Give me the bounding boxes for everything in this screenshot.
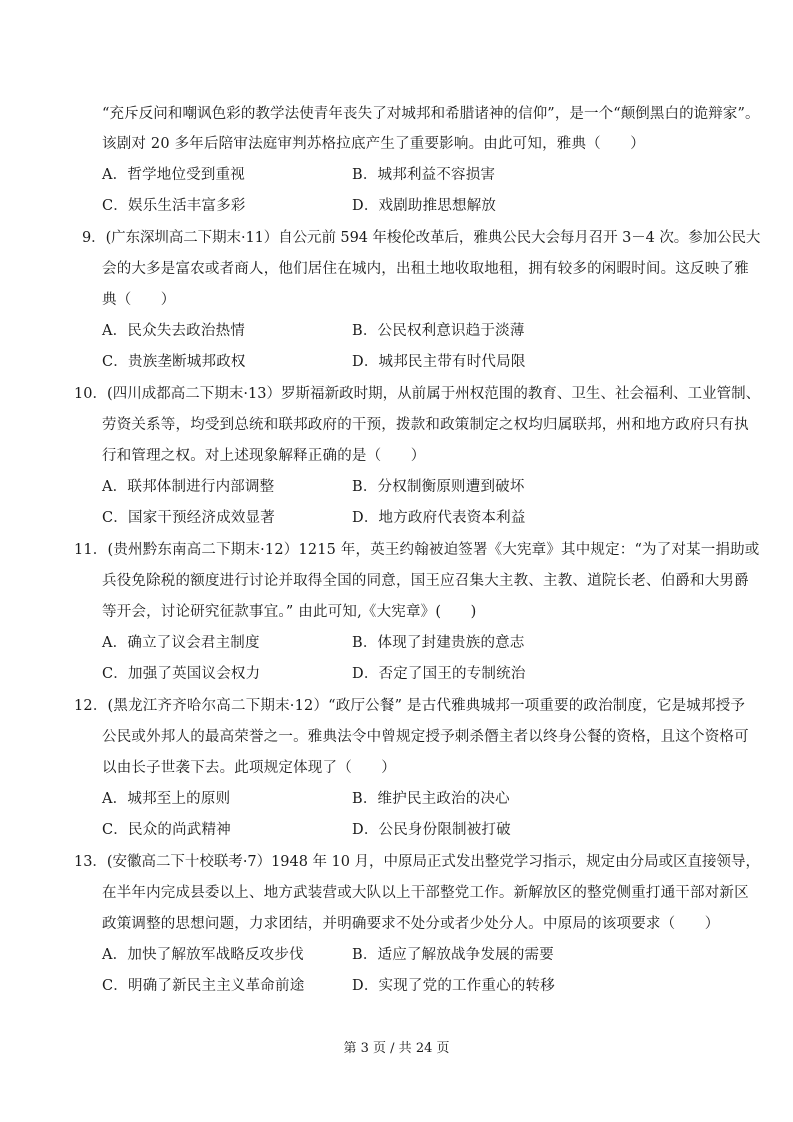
q9-stem-line-1: 9．(广东深圳高二下期末·11）自公元前 594 年梭伦改革后，雅典公民大会每月召开 3－4 次。参加公民大 (82, 230, 761, 246)
q11-option-b: B．体现了封建贵族的意志 (352, 635, 525, 651)
q9-option-a: A．民众失去政治热情 (102, 323, 245, 339)
q12-stem-line-2: 公民或外邦人的最高荣誉之一。雅典法令中曾规定授予刺杀僭主者以终身公餐的资格，且这个资格可 (102, 729, 749, 745)
q9-option-d: D．城邦民主带有时代局限 (352, 354, 526, 370)
q8-option-a: A．哲学地位受到重视 (102, 167, 245, 183)
q12-option-b: B．维护民主政治的决心 (352, 791, 510, 807)
q13-option-c: C．明确了新民主主义革命前途 (102, 978, 305, 994)
q13-stem-line-3: 政策调整的思想问题，力求团结，并明确要求不处分或者少处分人。中原局的该项要求（ ） (102, 916, 720, 932)
q12-stem-line-1: 12．(黑龙江齐齐哈尔高二下期末·12）“政厅公餐” 是古代雅典城邦一项重要的政治制度，它是城邦授予 (74, 698, 746, 714)
q11-stem-line-2: 兵役免除税的额度进行讨论并取得全国的同意，国王应召集大主教、主教、道院长老、伯爵和大男爵 (102, 573, 749, 589)
page-number-footer: 第 3 页 / 共 24 页 (343, 1041, 450, 1056)
q8-stem-line-1: “充斥反问和嘲讽色彩的教学法使青年丧失了对城邦和希腊诸神的信仰”，是一个“颠倒黑白的诡辩家”。 (102, 106, 760, 122)
q13-option-d: D．实现了党的工作重心的转移 (352, 978, 555, 994)
q11-option-d: D．否定了国王的专制统治 (352, 666, 526, 682)
q10-option-b: B．分权制衡原则遭到破坏 (352, 479, 525, 495)
q8-option-b: B．城邦利益不容损害 (352, 167, 496, 183)
q10-stem-line-2: 劳资关系等，均受到总统和联邦政府的干预，拨款和政策制定之权均归属联邦，州和地方政府只有执 (102, 417, 749, 433)
q13-stem-line-2: 在半年内完成县委以上、地方武装营或大队以上干部整党工作。新解放区的整党侧重打通干部对新区 (102, 885, 749, 901)
q9-stem-line-2: 会的大多是富农或者商人，他们居住在城内，出租土地收取地租，拥有较多的闲暇时间。这反映了雅 (102, 261, 749, 277)
q10-option-d: D．地方政府代表资本利益 (352, 510, 526, 526)
q12-option-d: D．公民身份限制被打破 (352, 822, 511, 838)
q9-stem-line-3: 典（ ） (102, 292, 176, 308)
q9-option-b: B．公民权利意识趋于淡薄 (352, 323, 525, 339)
q12-option-c: C．民众的尚武精神 (102, 822, 231, 838)
q10-stem-line-1: 10．(四川成都高二下期末·13）罗斯福新政时期，从前属于州权范围的教育、卫生、社会福利、工业管制、 (74, 386, 761, 402)
q11-option-a: A．确立了议会君主制度 (102, 635, 260, 651)
q8-stem-line-2: 该剧对 20 多年后陪审法庭审判苏格拉底产生了重要影响。由此可知，雅典（ ） (102, 136, 645, 152)
q11-stem-line-3: 等开会，讨论研究征款事宜。” 由此可知,《大宪章》( ) (102, 604, 477, 620)
q13-option-b: B．适应了解放战争发展的需要 (352, 947, 554, 963)
q13-option-a: A．加快了解放军战略反攻步伐 (102, 947, 304, 963)
q11-stem-line-1: 11．(贵州黔东南高二下期末·12）1215 年，英王约翰被迫签署《大宪章》其中规定：“为了对某一捐助或 (74, 542, 760, 558)
q12-stem-line-3: 以由长子世袭下去。此项规定体现了（ ） (102, 760, 396, 776)
q11-option-c: C．加强了英国议会权力 (102, 666, 261, 682)
q8-option-c: C．娱乐生活丰富多彩 (102, 198, 246, 214)
q10-option-a: A．联邦体制进行内部调整 (102, 479, 275, 495)
q13-stem-line-1: 13．(安徽高二下十校联考·7）1948 年 10 月，中原局正式发出整党学习指示，规定由分局或区直接领导， (74, 854, 760, 870)
q8-option-d: D．戏剧助推思想解放 (352, 198, 497, 214)
q10-option-c: C．国家干预经济成效显著 (102, 510, 275, 526)
q12-option-a: A．城邦至上的原则 (102, 791, 231, 807)
q10-stem-line-3: 行和管理之权。对上述现象解释正确的是（ ） (102, 448, 426, 464)
q9-option-c: C．贵族垄断城邦政权 (102, 354, 246, 370)
